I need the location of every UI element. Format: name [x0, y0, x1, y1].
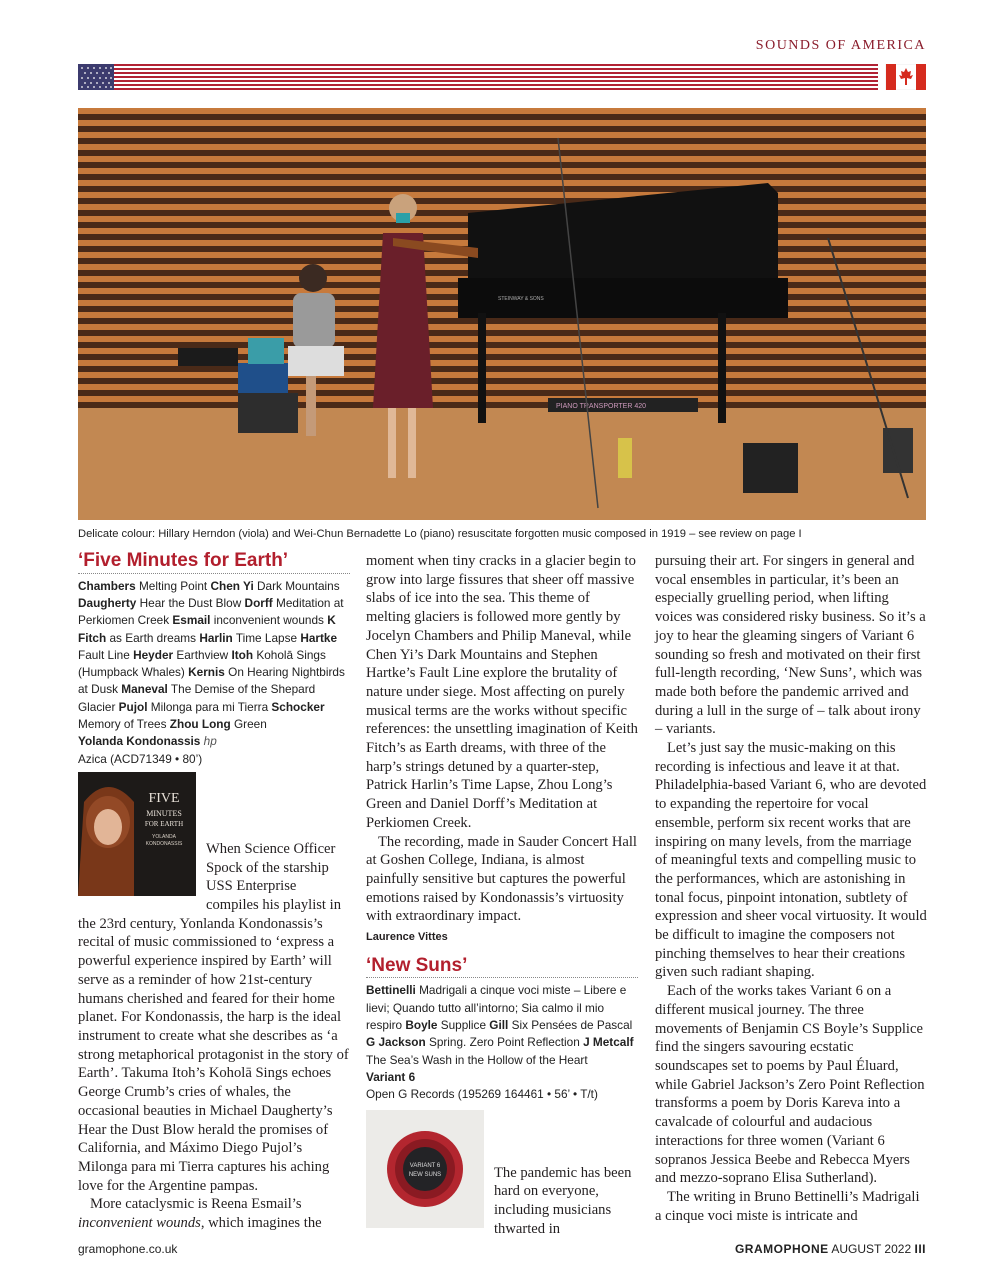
- review1-paragraph-1: When Science Officer Spock of the starship USS Enterprise compiles his playlist in the 23rd century, Yonlanda Kondonassis’s recital of music commissioned to ‘express a powerful experience inspired by Earth’ will serve as a reminder of how 21st-century humans cherished and feared for their home planet. For Kondonassis, the harp is the ideal instrument to create what she describes as ‘a strong metaphorical protagonist in the story of Earth’. Takuma Itoh’s Koholā Sings echoes George Crumb’s cries of whales, the occasional beauties in Michael Daugherty’s Hear the Dust Blow herald the promises of California, and Máximo Diego Pujol’s Milonga para mi Tierra captures his aching love for the Argentine pampas.: [78, 840, 349, 1194]
- work: Hartke Fault Line: [78, 630, 338, 662]
- catalogue: Azica (ACD71349 • 80’): [78, 751, 203, 766]
- svg-text:KONDONASSIS: KONDONASSIS: [145, 840, 183, 847]
- review1-title: ‘Five Minutes for Earth’: [78, 552, 350, 574]
- work: Chen Yi Dark Mountains: [210, 578, 340, 593]
- work: Esmail inconvenient wounds: [172, 613, 324, 628]
- performer: Yolanda Kondonassis: [78, 734, 201, 749]
- work: Pujol Milonga para mi Tierra: [118, 699, 269, 714]
- us-flag-canton: [78, 64, 114, 90]
- review2-paragraph-1: pursuing their art. For singers in general and vocal ensembles in particular, it’s been an especially gruelling period, when lifting voices was considered risky business. So it’s a joy to hear the gleaming singers of Variant 6 sounding so fresh and motivated on their first full-length recording, ‘New Suns’, which was made both before the pandemic arrived and during a lull in the surge of – talk about irony – variants.: [655, 553, 926, 738]
- column-3: [655, 552, 927, 1225]
- work: Gill Six Pensées de Pascal: [489, 1018, 633, 1033]
- review1-paragraph-2a: More cataclysmic is Reena Esmail’s inconvenient wounds, which imagines the: [78, 1196, 322, 1232]
- work: Chambers Melting Point: [78, 578, 208, 593]
- catalogue: Open G Records (195269 164461 • 56’ • T/t): [366, 1087, 598, 1102]
- work: Zhou Long Green: [169, 717, 267, 732]
- work: Maneval The Demise of the Shepard Glacier: [78, 682, 316, 714]
- cover-title: FIVE: [148, 790, 180, 806]
- work: J Metcalf The Sea’s Wash in the Hollow of the Heart: [366, 1035, 634, 1067]
- column-1: [78, 552, 350, 1233]
- review1-paragraph-2: moment when tiny cracks in a glacier begin to grow into large fissures that sheer off massive slabs of ice into the sea. This theme of melting glaciers is followed more gently by Jocelyn Chambers and Philip Maneval, while Chen Yi’s Dark Mountains and Stephen Hartke’s Fault Line explore the brutality of nature under siege. Most affecting on purely musical terms are the works without specific references: the unsettling imagination of Keith Fitch’s as Earth dreams, with three of the harp’s strings detuned by a quarter-step, Patrick Harlin’s Time Lapse, Zhou Long’s Green and Daniel Dorff’s Meditation at Perkiomen Creek.: [366, 553, 638, 831]
- album-cover-five-minutes: [78, 772, 196, 896]
- work: G Jackson Spring. Zero Point Reflection: [366, 1035, 580, 1050]
- work: Boyle Supplice: [405, 1018, 487, 1033]
- svg-text:FOR EARTH: FOR EARTH: [144, 819, 184, 828]
- work: Itoh Koholā Sings (Humpback Whales): [78, 647, 326, 680]
- instrument: hp: [203, 734, 217, 749]
- performer: Variant 6: [366, 1069, 416, 1084]
- review1-paragraph-3: The recording, made in Sauder Concert Hall at Goshen College, Indiana, is almost painfully sensitive but captures the powerful emotions raised by Kondonassis’s virtuosity with extraordinary impact.: [366, 833, 637, 925]
- review2-paragraph-4: The writing in Bruno Bettinelli’s Madrigali a cinque voci miste is intricate and: [655, 1188, 920, 1224]
- footer-url: gramophone.co.uk: [78, 1242, 178, 1256]
- review1-reviewer: Laurence Vittes: [366, 931, 448, 944]
- us-flag-stripes: [78, 64, 878, 90]
- work: Daugherty Hear the Dust Blow: [78, 596, 242, 610]
- svg-text:NEW SUNS: NEW SUNS: [408, 1171, 442, 1178]
- review2-paragraph-1a: The pandemic has been hard on everyone, including musicians thwarted in: [494, 1164, 632, 1237]
- flag-bar: [78, 64, 926, 90]
- work: Harlin Time Lapse: [199, 630, 298, 645]
- review2-works: [366, 982, 638, 1103]
- dolly-label: PIANO TRANSPORTER 420: [556, 403, 646, 410]
- album-cover-new-suns: [366, 1110, 484, 1228]
- canada-flag: [886, 64, 926, 90]
- work: Kernis On Hearing Nightbirds at Dusk: [78, 665, 345, 697]
- review2-title: ‘New Suns’: [366, 957, 638, 979]
- footer-folio: GRAMOPHONE AUGUST 2022 III: [734, 1242, 926, 1256]
- work: Bettinelli Madrigali a cinque voci miste – Libere e lievi; Quando tutto all’intorno; Sia calmo il mio respiro: [366, 983, 627, 1033]
- concert-photo: [78, 108, 926, 520]
- work: Schocker Memory of Trees: [78, 699, 325, 732]
- review2-paragraph-3: Each of the works takes Variant 6 on a different musical journey. The three movements of Benjamin CS Boyle’s Supplice find the singers savouring ecstatic soundscapes set to poems by Paul Éluard, while Gabriel Jackson’s Zero Point Reflection transforms a poem by Doris Kareva into a cavalcade of colourful and audacious interactions for three women (Variant 6 sopranos Jessica Beebe and Rebecca Myers and mezzo-soprano Elisa Sutherland).: [655, 983, 925, 1187]
- work: K Fitch as Earth dreams: [78, 613, 336, 645]
- svg-text:MINUTES: MINUTES: [146, 808, 182, 818]
- section-label: SOUNDS OF AMERICA: [755, 38, 926, 53]
- work: Heyder Earthview: [133, 647, 229, 662]
- piano-brand: STEINWAY & SONS: [498, 296, 544, 302]
- svg-text:YOLANDA: YOLANDA: [152, 833, 176, 840]
- cover-title: VARIANT 6: [409, 1162, 441, 1169]
- photo-caption: Delicate colour: Hillary Herndon (viola) and Wei-Chun Bernadette Lo (piano) resuscitate forgotten music composed in 1919 – see review on page I: [78, 528, 802, 540]
- review2-paragraph-2: Let’s just say the music-making on this recording is infectious and leave it at that. Philadelphia-based Variant 6, who are devoted to expanding the repertoire for vocal ensemble, perform six recent works that are inspiring on many levels, from the marriage of meaningful texts and compelling music to the performances, which are astonishing in tonal focus, pinpoint intonation, subtlety of expression and sheer vocal virtuosity. It would be difficult to imagine the composers not pinching themselves to hear their creations given such radiant shaping.: [655, 740, 927, 981]
- work: Dorff Meditation at Perkiomen Creek: [78, 596, 344, 628]
- review1-works: [78, 578, 350, 768]
- column-2: [366, 552, 638, 1238]
